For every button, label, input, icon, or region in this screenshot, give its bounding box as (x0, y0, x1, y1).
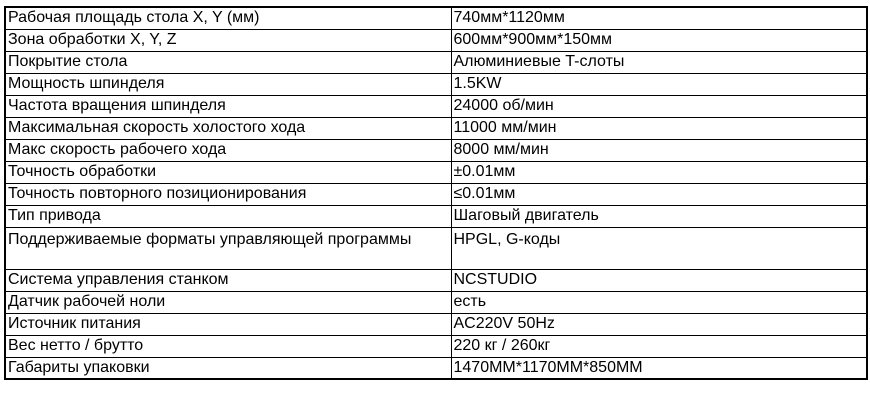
spec-name: Вес нетто / брутто (5, 335, 451, 357)
spec-value: 600мм*900мм*150мм (451, 29, 867, 51)
table-row (5, 205, 867, 227)
table-row (5, 227, 867, 269)
spec-value: 220 кг / 260кг (451, 335, 867, 357)
spec-value: NCSTUDIO (451, 269, 867, 291)
spec-value: ±0.01мм (451, 161, 867, 183)
table-row (5, 313, 867, 335)
spec-name: Точность повторного позиционирования (5, 183, 451, 205)
table-row (5, 335, 867, 357)
spec-value: Шаговый двигатель (451, 205, 867, 227)
spec-name: Покрытие стола (5, 51, 451, 73)
spec-name: Макс скорость рабочего хода (5, 139, 451, 161)
spec-value: Алюминиевые T-слоты (451, 51, 867, 73)
spec-name: Габариты упаковки (5, 357, 451, 379)
table-row (5, 73, 867, 95)
table-row (5, 357, 867, 379)
spec-name: Тип привода (5, 205, 451, 227)
table-row (5, 117, 867, 139)
spec-name: Поддерживаемые форматы управляющей программы (5, 227, 451, 269)
spec-value: 11000 мм/мин (451, 117, 867, 139)
spec-value: есть (451, 291, 867, 313)
spec-name: Система управления станком (5, 269, 451, 291)
spec-value: 1470ММ*1170ММ*850ММ (451, 357, 867, 379)
spec-name: Зона обработки X, Y, Z (5, 29, 451, 51)
table-row (5, 29, 867, 51)
spec-name: Датчик рабочей ноли (5, 291, 451, 313)
spec-name: Мощность шпинделя (5, 73, 451, 95)
table-row (5, 139, 867, 161)
table-row (5, 161, 867, 183)
spec-value: 8000 мм/мин (451, 139, 867, 161)
spec-name: Максимальная скорость холостого хода (5, 117, 451, 139)
spec-value: AC220V 50Hz (451, 313, 867, 335)
spec-name: Точность обработки (5, 161, 451, 183)
spec-name: Частота вращения шпинделя (5, 95, 451, 117)
spec-name: Рабочая площадь стола X, Y (мм) (5, 7, 451, 29)
table-row (5, 291, 867, 313)
table-row (5, 183, 867, 205)
table-row (5, 95, 867, 117)
table-row (5, 269, 867, 291)
table-row (5, 7, 867, 29)
spec-value: 1.5KW (451, 73, 867, 95)
table-row (5, 51, 867, 73)
spec-value: 24000 об/мин (451, 95, 867, 117)
spec-value: ≤0.01мм (451, 183, 867, 205)
spec-name: Источник питания (5, 313, 451, 335)
spec-value: HPGL, G-коды (451, 227, 867, 269)
specifications-table (4, 6, 868, 380)
spec-value: 740мм*1120мм (451, 7, 867, 29)
